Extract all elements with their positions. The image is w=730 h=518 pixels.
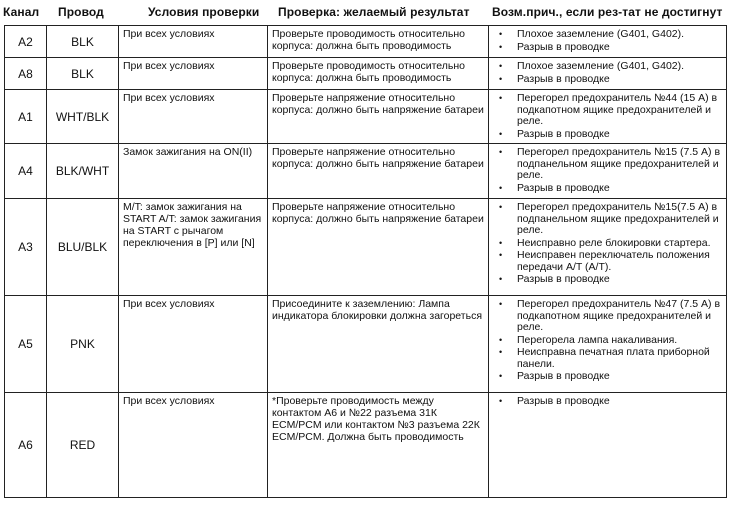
- check-cell: Проверьте напряжение относительно корпуса: должно быть напряжение батареи: [268, 144, 489, 199]
- table-row: [5, 26, 727, 58]
- wire-cell: RED: [47, 393, 119, 498]
- causes-list: [493, 396, 722, 408]
- condition-cell: При всех условиях: [119, 90, 268, 144]
- wire-cell: BLK: [47, 26, 119, 58]
- wire-cell: WHT/BLK: [47, 90, 119, 144]
- header-causes: Возм.прич., если рез-тат не достигнут: [492, 5, 723, 19]
- check-cell: Проверьте напряжение относительно корпуса: должно быть напряжение батареи: [268, 199, 489, 296]
- condition-cell: Замок зажигания на ON(II): [119, 144, 268, 199]
- condition-cell: При всех условиях: [119, 26, 268, 58]
- cause-item: • Неисправно реле блокировки стартера.: [493, 238, 722, 250]
- causes-list: [493, 93, 722, 140]
- cause-item: • Перегорел предохранитель №15 (7.5 А) в подпанельном ящике предохранителей и реле.: [493, 147, 722, 182]
- condition-cell: M/T: замок зажигания на START A/T: замок зажигания на START с рычагом переключения в [P] или [N]: [119, 199, 268, 296]
- table-row: [5, 393, 727, 498]
- cause-item: • Разрыв в проводке: [493, 396, 722, 408]
- check-cell: Проверьте проводимость относительно корпуса: должна быть проводимость: [268, 58, 489, 90]
- wire-cell: BLU/BLK: [47, 199, 119, 296]
- header-channel: Канал: [3, 5, 40, 19]
- cause-item: • Разрыв в проводке: [493, 129, 722, 141]
- check-cell: *Проверьте проводимость между контактом А6 и №22 разъема 31К ECM/PCM или контактом №3 разъема 22К ECM/PCM. Должна быть проводимость: [268, 393, 489, 498]
- cause-item: • Плохое заземление (G401, G402).: [493, 61, 722, 73]
- table-row: [5, 296, 727, 393]
- causes-cell: [489, 58, 727, 90]
- condition-cell: При всех условиях: [119, 296, 268, 393]
- cause-item: • Перегорела лампа накаливания.: [493, 335, 722, 347]
- causes-cell: [489, 144, 727, 199]
- channel-cell: A2: [5, 26, 47, 58]
- channel-cell: A3: [5, 199, 47, 296]
- causes-list: [493, 61, 722, 85]
- causes-cell: [489, 199, 727, 296]
- cause-item: • Неисправен переключатель положения передачи A/T (A/T).: [493, 250, 722, 273]
- table-row: [5, 199, 727, 296]
- table-row: [5, 90, 727, 144]
- header-condition: Условия проверки: [148, 5, 260, 19]
- table-row: [5, 58, 727, 90]
- wire-cell: PNK: [47, 296, 119, 393]
- cause-item: • Разрыв в проводке: [493, 274, 722, 286]
- cause-item: • Разрыв в проводке: [493, 74, 722, 86]
- causes-cell: [489, 393, 727, 498]
- table-header: [0, 0, 730, 26]
- causes-list: [493, 29, 722, 53]
- wire-cell: BLK/WHT: [47, 144, 119, 199]
- condition-cell: При всех условиях: [119, 58, 268, 90]
- wire-cell: BLK: [47, 58, 119, 90]
- check-cell: Проверьте напряжение относительно корпуса: должно быть напряжение батареи: [268, 90, 489, 144]
- causes-cell: [489, 296, 727, 393]
- cause-item: • Плохое заземление (G401, G402).: [493, 29, 722, 41]
- cause-item: • Неисправна печатная плата приборной панели.: [493, 347, 722, 370]
- cause-item: • Перегорел предохранитель №44 (15 А) в подкапотном ящике предохранителей и реле.: [493, 93, 722, 128]
- check-cell: Проверьте проводимость относительно корпуса: должна быть проводимость: [268, 26, 489, 58]
- cause-item: • Разрыв в проводке: [493, 371, 722, 383]
- cause-item: • Перегорел предохранитель №47 (7.5 А) в подкапотном ящике предохранителей и реле.: [493, 299, 722, 334]
- channel-cell: A1: [5, 90, 47, 144]
- causes-list: [493, 299, 722, 383]
- table-row: [5, 144, 727, 199]
- cause-item: • Перегорел предохранитель №15(7.5 А) в подпанельном ящике предохранителей и реле.: [493, 202, 722, 237]
- causes-list: [493, 147, 722, 194]
- check-cell: Присоедините к заземлению: Лампа индикатора блокировки должна загореться: [268, 296, 489, 393]
- header-wire: Провод: [58, 5, 104, 19]
- causes-cell: [489, 90, 727, 144]
- channel-cell: A4: [5, 144, 47, 199]
- header-check: Проверка: желаемый результат: [278, 5, 470, 19]
- causes-list: [493, 202, 722, 286]
- cause-item: • Разрыв в проводке: [493, 183, 722, 195]
- channel-cell: A8: [5, 58, 47, 90]
- condition-cell: При всех условиях: [119, 393, 268, 498]
- channel-cell: A6: [5, 393, 47, 498]
- cause-item: • Разрыв в проводке: [493, 42, 722, 54]
- diagnostic-table: [4, 25, 727, 498]
- causes-cell: [489, 26, 727, 58]
- channel-cell: A5: [5, 296, 47, 393]
